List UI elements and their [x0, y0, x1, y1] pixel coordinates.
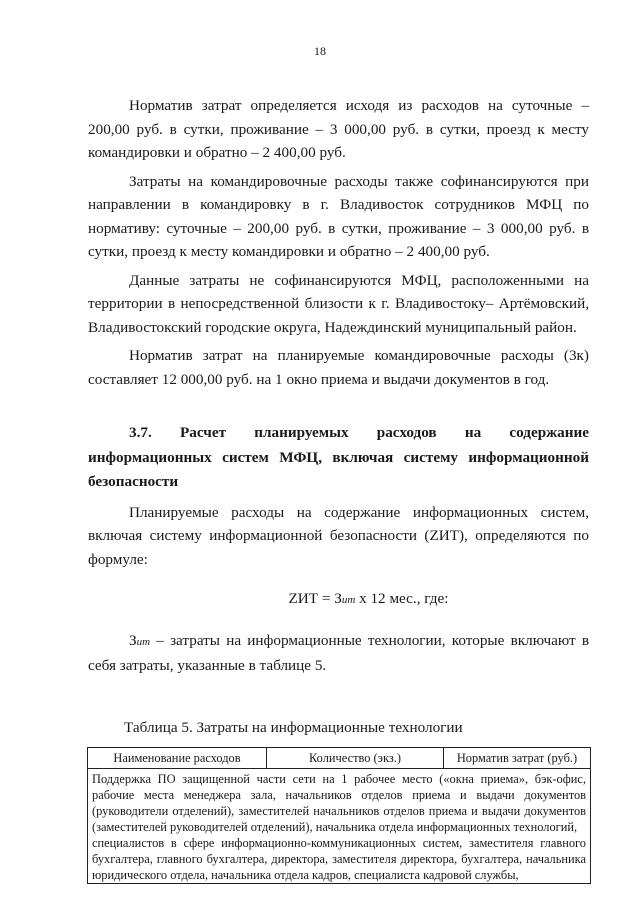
formula-left: ZИТ = З	[288, 590, 342, 607]
definition-symbol: З	[129, 631, 137, 649]
table-cell-line: специалистов в сфере информационно-коммуникационных систем, заместителя главного бухгалтера, главного бухгалтера, директора, заместителя директора, бухгалтера, начальника юридического отдела, начальника отдела кадров, специалиста кадровой службы,	[92, 836, 586, 882]
paragraph-travel-total: Норматив затрат на планируемые командировочные расходы (3к) составляет 12 000,00 руб. на 1 окно приема и выдачи документов в год.	[88, 347, 589, 388]
formula	[88, 587, 589, 613]
section-heading: 3.7. Расчет планируемых расходов на содержание информационных систем МФЦ, включая систему информационной безопасности	[88, 424, 589, 490]
costs-table	[87, 747, 591, 884]
table-header-row	[88, 748, 591, 769]
section-intro: Планируемые расходы на содержание информационных систем, включая систему информационной безопасности (ZИТ), определяются по формуле:	[88, 503, 589, 568]
column-header-quantity: Количество (экз.)	[267, 748, 444, 769]
table-cell-description	[88, 769, 591, 884]
definition	[88, 629, 589, 678]
definition-subscript: ит	[136, 635, 151, 648]
formula-right: х 12 мес., где:	[355, 590, 449, 607]
paragraph-cofinancing: Затраты на командировочные расходы также софинансируются при направлении в командировку в г. Владивосток сотрудников МФЦ по нормативу: суточные – 200,00 руб. в сутки, проживание – 3 000,00 руб. в сутки, проезд к месту командировки и обратно – 2 400,00 руб.	[88, 172, 589, 260]
definition-text: – затраты на информационные технологии, которые включают в себя затраты, указанные в таблице 5.	[88, 631, 589, 674]
column-header-name: Наименование расходов	[88, 748, 267, 769]
paragraph-exceptions: Данные затраты не софинансируются МФЦ, расположенными на территории в непосредственной близости к г. Владивостоку– Артёмовский, Владивостокский городские округа, Надеждинский муниципальный район.	[88, 271, 589, 336]
table-cell-line: Поддержка ПО защищенной части сети на 1 рабочее место («окна приема», бэк-офис, рабочие места менеджера зала, начальников отделов приема и выдачи документов (руководители отделений), заместителей начальников отделов приема и выдачи документов (заместителей руководителей отделений), начальника отдела информационных технологий,	[92, 772, 586, 834]
paragraph-travel-norm: Норматив затрат определяется исходя из расходов на суточные – 200,00 руб. в сутки, проживание – 3 000,00 руб. в сутки, проезд к месту командировки и обратно – 2 400,00 руб.	[88, 97, 589, 161]
page-number: 18	[314, 44, 326, 58]
column-header-norm: Норматив затрат (руб.)	[444, 748, 591, 769]
table-row	[88, 769, 591, 884]
table-caption: Таблица 5. Затраты на информационные технологии	[124, 718, 463, 736]
formula-subscript: ит	[341, 594, 356, 606]
document-body	[88, 94, 589, 884]
